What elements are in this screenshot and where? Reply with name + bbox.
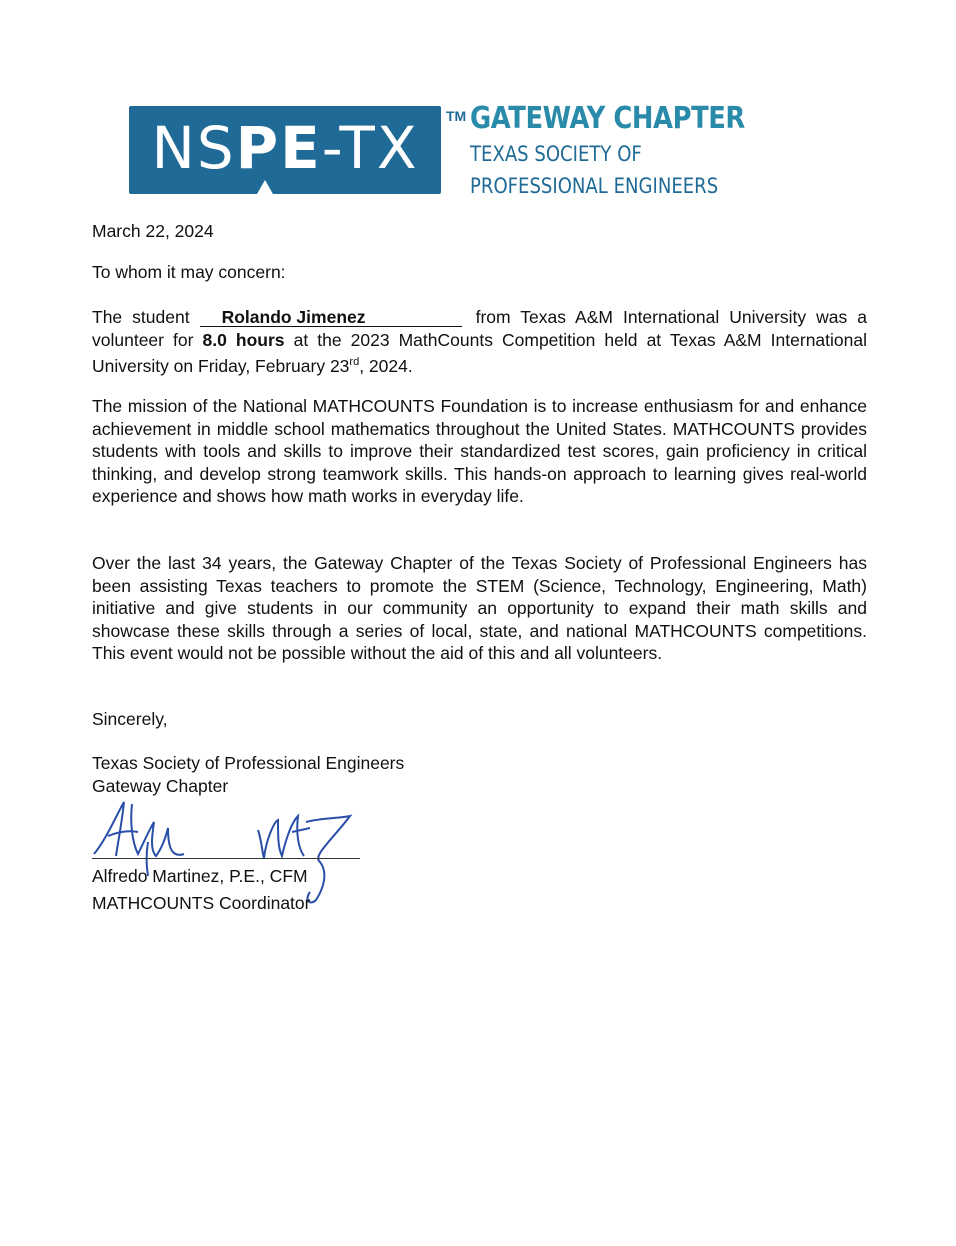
student-name: Rolando Jimenez (200, 308, 462, 327)
organization-chapter: Gateway Chapter (92, 775, 229, 796)
paragraph-mission: The mission of the National MATHCOUNTS Foundation is to increase enthusiasm for and enhance achievement in middle school mathematics throughout the United States. MATHCOUNTS provides students with tools and skills to improve their standardized test scores, gain proficiency in critical thinking, and develop strong teamwork skills. This hands-on approach to learning gives real-world experience and shows how math works in everyday life. (92, 396, 867, 506)
logo-notch-shape (257, 180, 273, 194)
org-line-2: PROFESSIONAL ENGINEERS (470, 174, 719, 198)
paragraph-volunteer (92, 306, 867, 377)
para1-mid1: from Texas A&M International University was a volunteer for (92, 307, 867, 350)
signer-name: Alfredo Martinez, P.E., CFM (92, 866, 308, 886)
chapter-name: GATEWAY CHAPTER (470, 101, 745, 136)
para1-suffix: , 2024. (359, 355, 413, 376)
paragraph-history: Over the last 34 years, the Gateway Chapter of the Texas Society of Professional Engineers has been assisting Texas teachers to promote the STEM (Science, Technology, Engineering, Math) initiative and give students in our community an opportunity to expand their math skills and showcase these skills through a series of local, state, and national MATHCOUNTS competitions. This event would not be possible without the aid of this and all volunteers. (92, 553, 867, 663)
volunteer-hours: 8.0 hours (202, 329, 285, 350)
logo-text-left: NS (151, 114, 236, 182)
letter-date: March 22, 2024 (92, 221, 214, 241)
nspe-tx-logo (129, 106, 441, 194)
trademark-mark: TM (446, 108, 467, 124)
closing: Sincerely, (92, 709, 168, 729)
org-line-1: TEXAS SOCIETY OF (470, 142, 642, 166)
logo-text-right: -TX (321, 114, 419, 182)
signature-stroke-last (258, 816, 350, 902)
organization-name: Texas Society of Professional Engineers (92, 753, 405, 773)
para1-mid2: at the 2023 MathCounts Competition held at Texas A&M International University on Friday, February 23 (92, 329, 867, 376)
para1-prefix: The student (92, 307, 190, 327)
signature-line (92, 858, 360, 859)
date-superscript: rd (349, 356, 360, 368)
signer-title: MATHCOUNTS Coordinator (92, 893, 311, 913)
logo-text-bold: PE (235, 114, 322, 182)
greeting: To whom it may concern: (92, 262, 286, 282)
signer-organization (92, 752, 867, 797)
